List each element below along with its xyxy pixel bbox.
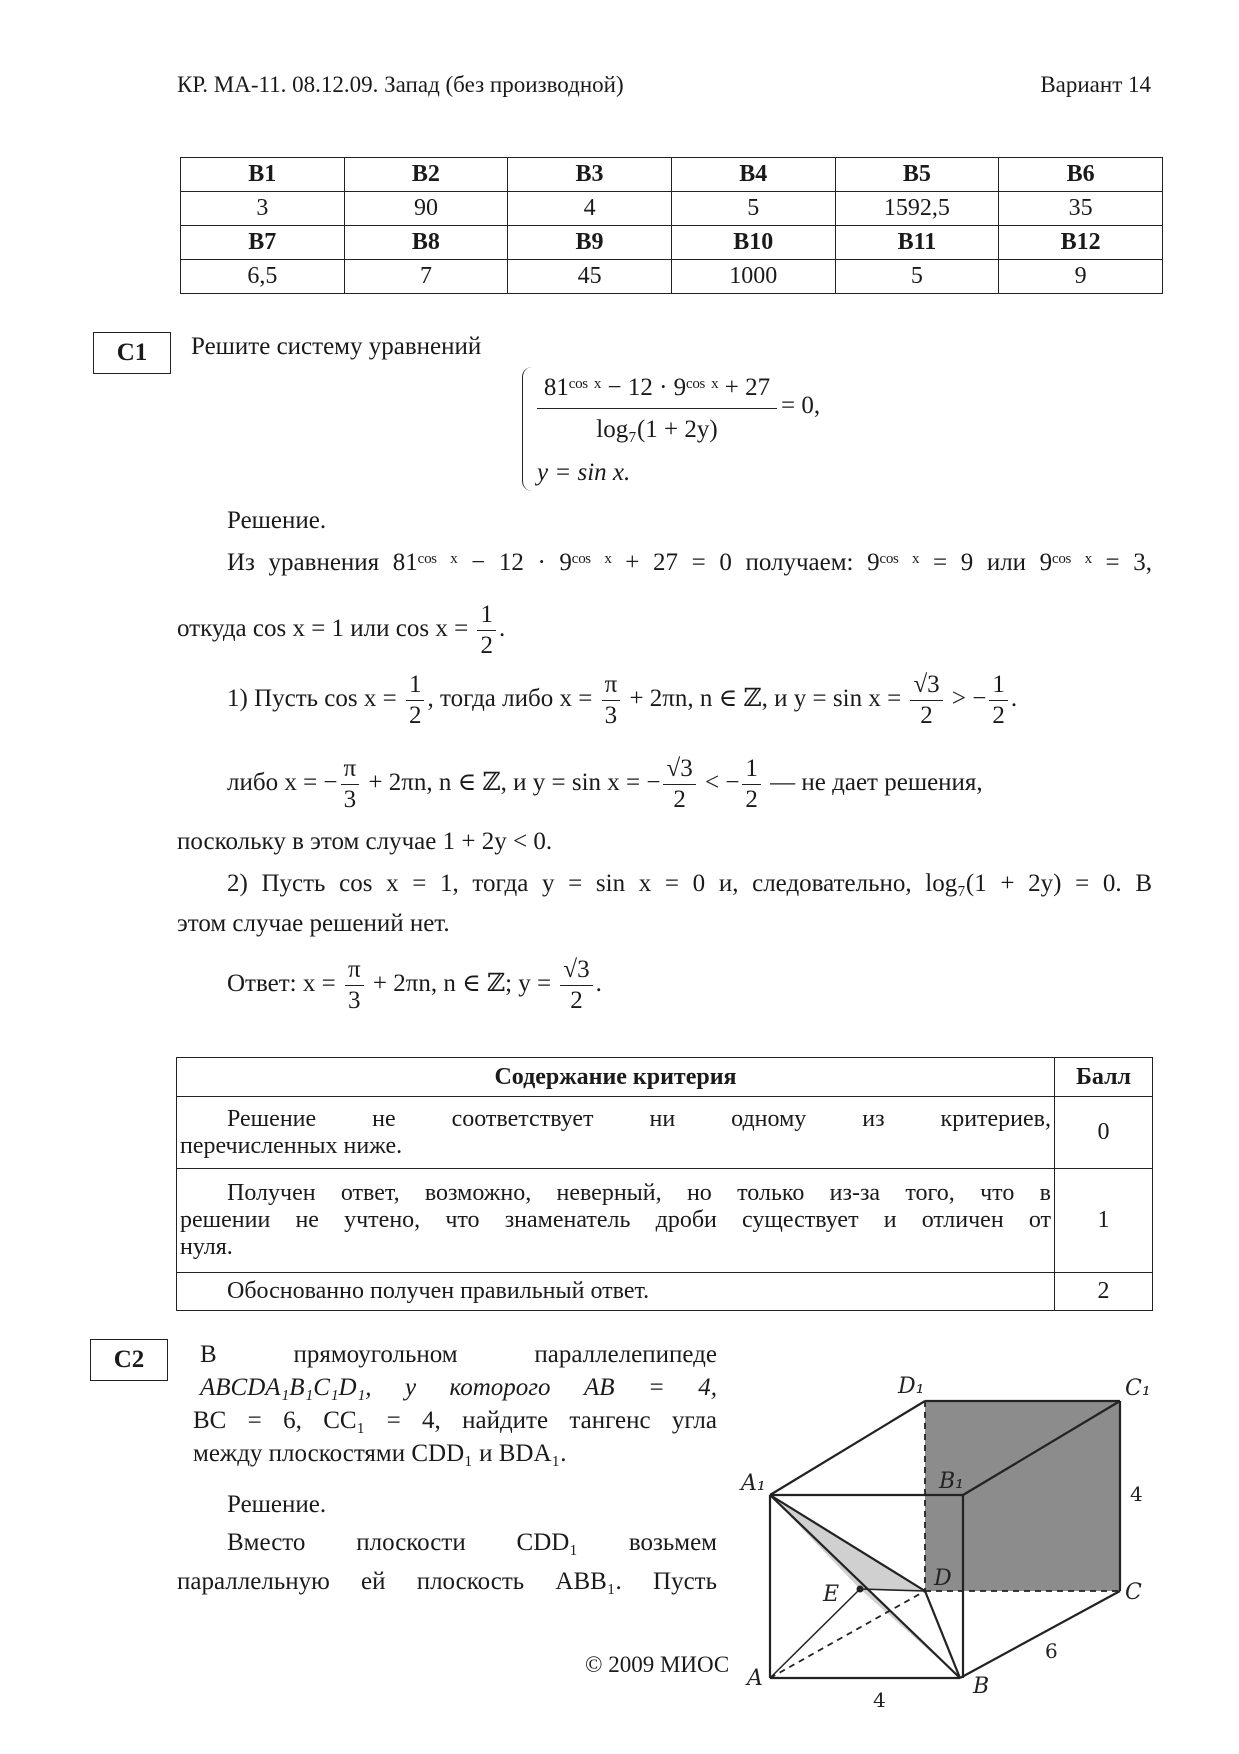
system-numerator: 81ᶜᵒˢ ˣ − 12 · 9ᶜᵒˢ ˣ + 27 [543,374,771,401]
edge-a1d1 [770,1401,925,1495]
denominator: 2 [992,702,1005,729]
label-b1: B₁ [939,1469,964,1494]
criteria-line: Получен ответ, возможно, неверный, но только из-за того, что в [227,1180,1051,1206]
criteria-score: 0 [1055,1097,1153,1169]
denominator: 2 [920,702,933,729]
answer-label: B6 [999,158,1163,192]
label-c: C [1125,1580,1142,1605]
criteria-row [177,1097,1153,1169]
numerator: 1 [477,600,496,631]
criteria-line: решении не учтено, что знаменатель дроби существует и отличен от [180,1207,1051,1233]
answer-value: 1592,5 [835,192,999,226]
criteria-header-row [177,1058,1153,1097]
parallelepiped-figure [735,1365,1155,1725]
numerator: √3 [560,955,592,986]
c1-case-1 [227,670,1017,731]
label-d1: D₁ [898,1374,925,1399]
system-brace [522,367,533,491]
answer-value: 35 [999,192,1163,226]
answers-header-row-2 [181,226,1163,260]
answers-table [180,157,1163,294]
denominator: 3 [348,987,361,1014]
criteria-line: Решение не соответствует ни одному из критериев, [227,1105,1051,1132]
text: + 2πn, n ∈ ℤ; y = [366,970,558,998]
system-line2: y = sin x. [537,459,631,486]
c1-para-6: этом случае решений нет. [177,910,450,937]
numerator: √3 [910,670,942,701]
c1-para-5: 2) Пусть cos x = 1, тогда y = sin x = 0 и, следовательно, log₇(1 + 2y) = 0. В [227,870,1152,897]
fraction [477,600,496,661]
denominator: 2 [745,786,758,813]
edge-a1d [770,1495,925,1591]
period: . [595,970,602,998]
answer-value: 9 [999,260,1163,294]
text: + 2πn, n ∈ ℤ, и y = sin x = [623,685,908,713]
fraction [663,754,695,815]
criteria-text [177,1169,1055,1273]
answer-label: B10 [671,226,835,260]
c1-case-1b [227,754,983,815]
label-c1: C₁ [1125,1376,1151,1401]
answer-label: B5 [835,158,999,192]
criteria-row [177,1169,1153,1273]
edge-bc [960,1591,1120,1678]
c2-line-5: Вместо плоскости CDD₁ возьмем [227,1529,717,1556]
fraction [602,670,621,731]
criteria-line: нуля. [180,1234,233,1260]
label-a1: A₁ [741,1471,766,1496]
c1-para-4: поскольку в этом случае 1 + 2y < 0. [177,828,553,855]
footer-copyright: © 2009 МИОС [585,1652,730,1677]
answer-label: B7 [181,226,345,260]
label-b: B [973,1674,990,1699]
c1-para-1: Из уравнения 81ᶜᵒˢ ˣ − 12 · 9ᶜᵒˢ ˣ + 27 = 0 получаем: 9ᶜᵒˢ ˣ = 9 или 9ᶜᵒˢ ˣ = 3, [227,549,1152,576]
text: , тогда либо x = [427,685,599,713]
fraction [560,955,592,1016]
point-e [857,1586,864,1593]
criteria-row [177,1273,1153,1311]
criteria-header-score: Балл [1055,1058,1153,1097]
answer-value: 5 [671,192,835,226]
answer-value: 7 [344,260,508,294]
doc-header-right: Вариант 14 [1040,72,1151,97]
fraction [406,670,425,731]
label-d: D [934,1566,952,1591]
text: 1) Пусть cos x = [227,685,403,713]
criteria-table [176,1057,1153,1311]
edge-bd [925,1591,960,1678]
period: . [498,615,506,643]
period: . [1010,685,1018,713]
numerator: 1 [989,670,1008,701]
label-a: A [747,1666,763,1691]
c2-line-4: между плоскостями CDD₁ и BDA₁. [193,1440,567,1467]
denominator: 2 [408,702,422,729]
doc-header-left: КР. МА-11. 08.12.09. Запад (без производной) [177,72,624,97]
length-bc: 6 [1045,1639,1058,1663]
answer-value: 3 [181,192,345,226]
c2-solution-title: Решение. [227,1491,327,1518]
criteria-text [177,1097,1055,1169]
answer-label: B8 [344,226,508,260]
system-fraction-bar [537,408,777,409]
answer-label: B12 [999,226,1163,260]
answer-label: B3 [508,158,672,192]
answers-value-row-1 [181,192,1163,226]
answer-label: B11 [835,226,999,260]
c1-label: C1 [93,332,171,374]
answer-value: 5 [835,260,999,294]
answer-value: 90 [344,192,508,226]
answer-value: 6,5 [181,260,345,294]
c2-label: C2 [90,1339,168,1381]
answers-header-row-1 [181,158,1163,192]
criteria-line: Обоснованно получен правильный ответ. [227,1278,650,1304]
c1-para-1b [177,600,505,661]
c2-line-2: ABCDA₁B₁C₁D₁, у которого AB = 4, [200,1374,717,1401]
c1-solution-title: Решение. [227,507,327,534]
criteria-header-content: Содержание критерия [177,1058,1055,1097]
numerator: √3 [663,754,695,785]
denominator: 2 [570,987,583,1014]
text: либо x = − [227,769,338,797]
text: < − [698,769,740,797]
fraction [341,754,360,815]
c2-line-6: параллельную ей плоскость ABB₁. Пусть [177,1568,717,1595]
text: Ответ: x = [227,970,342,998]
text: > − [945,685,987,713]
text: — не дает решения, [763,769,983,797]
c2-line-3: BC = 6, CC₁ = 4, найдите тангенс угла [193,1407,717,1434]
fraction [345,955,364,1016]
length-ab: 4 [873,1688,886,1712]
answer-label: B4 [671,158,835,192]
length-cc1: 4 [1130,1482,1143,1506]
c2-line-1: В прямоугольном параллелепипеде [200,1341,717,1368]
answer-value: 1000 [671,260,835,294]
denominator: 3 [604,702,618,729]
answer-label: B2 [344,158,508,192]
c1-task: Решите систему уравнений [191,333,482,360]
numerator: 1 [742,754,761,785]
c1-answer [227,955,602,1016]
answer-label: B1 [181,158,345,192]
denominator: 3 [343,786,357,813]
system-denominator: log₇(1 + 2y) [596,416,718,443]
numerator: π [341,754,360,785]
segment-ae [770,1589,860,1678]
fraction [989,670,1008,731]
hidden-edge-ad [770,1591,925,1678]
denominator: 2 [673,786,686,813]
criteria-score: 2 [1055,1273,1153,1311]
text: + 2πn, n ∈ ℤ, и y = sin x = − [362,769,661,797]
numerator: π [345,955,364,986]
denominator: 2 [480,632,493,659]
answer-value: 45 [508,260,672,294]
numerator: 1 [406,670,425,701]
system-eq-zero: = 0, [781,392,821,419]
fraction [742,754,761,815]
fraction [910,670,942,731]
answers-value-row-2 [181,260,1163,294]
answer-value: 4 [508,192,672,226]
text: откуда cos x = 1 или cos x = [177,615,475,643]
answer-label: B9 [508,226,672,260]
criteria-score: 1 [1055,1169,1153,1273]
criteria-text [177,1273,1055,1311]
label-e: E [823,1582,840,1607]
numerator: π [602,670,621,701]
criteria-line: перечисленных ниже. [180,1132,403,1159]
